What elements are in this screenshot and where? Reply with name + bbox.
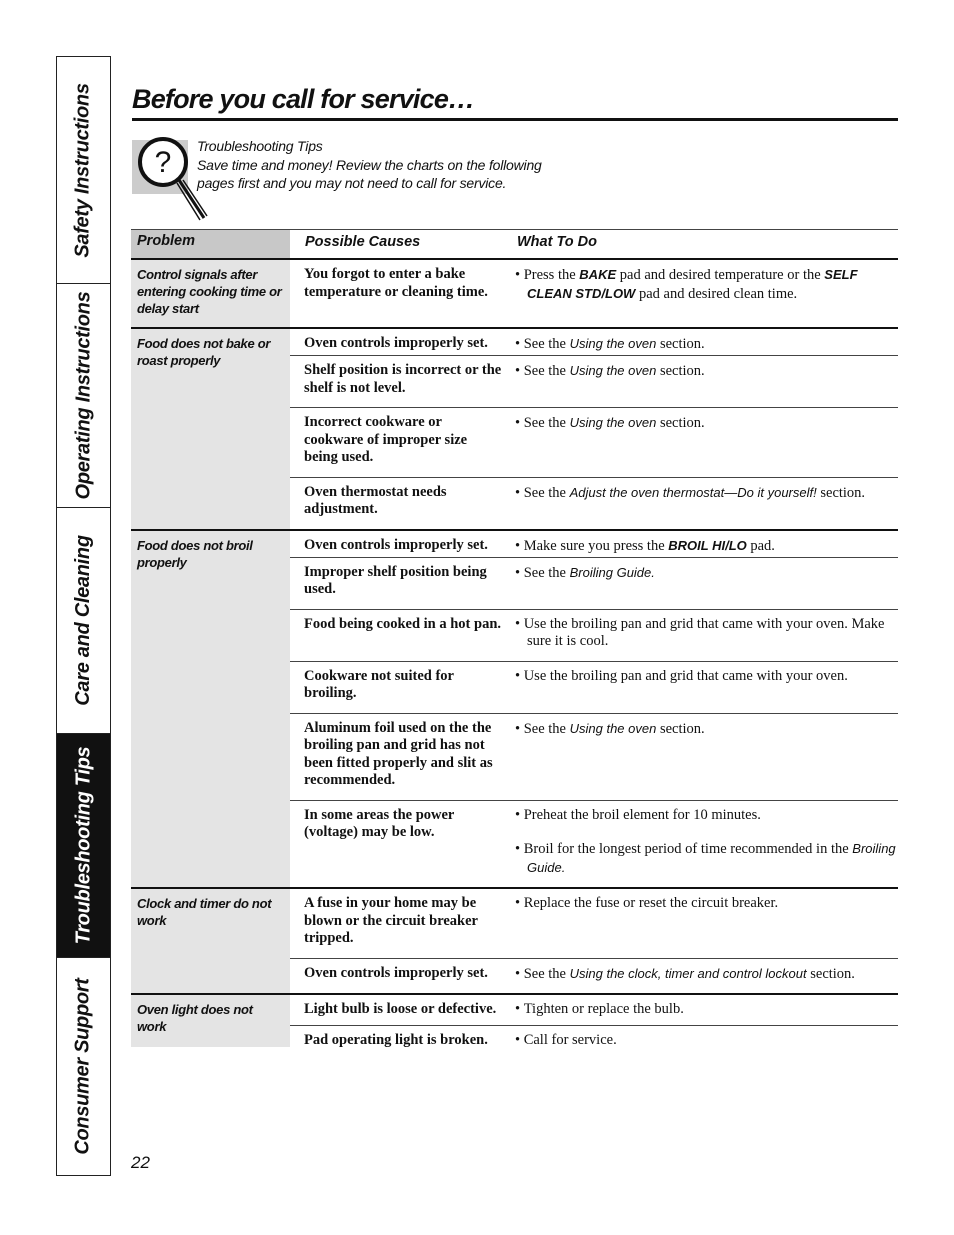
cause-text: A fuse in your home may be blown or the circuit breaker tripped. bbox=[304, 895, 478, 946]
problem-label: Food does not bake or roast properly bbox=[131, 329, 290, 529]
cause-text: Oven controls improperly set. bbox=[304, 335, 488, 351]
problem-group bbox=[131, 329, 898, 531]
table-row bbox=[290, 1025, 898, 1056]
tab-operating-instructions[interactable]: Operating Instructions bbox=[57, 283, 110, 507]
todo-text: • See the Using the oven section. bbox=[502, 414, 898, 467]
table-header bbox=[131, 229, 898, 260]
page-number: 22 bbox=[131, 1153, 150, 1172]
cause-text: Light bulb is loose or defective. bbox=[304, 1001, 497, 1017]
title-rule bbox=[132, 118, 898, 121]
cause-text: Oven thermostat needs adjustment. bbox=[304, 483, 447, 517]
todo-text: • See the Adjust the oven thermostat—Do it yourself! section. bbox=[502, 484, 898, 519]
todo-text: • See the Using the oven section. bbox=[502, 335, 898, 345]
table-row bbox=[290, 355, 898, 407]
table-row bbox=[290, 407, 898, 477]
todo-text: • Tighten or replace the bulb. bbox=[502, 1001, 898, 1019]
tab-troubleshooting-tips[interactable]: Troubleshooting Tips bbox=[57, 733, 110, 957]
todo-text: • Use the broiling pan and grid that came with your oven. Make sure it is cool. bbox=[502, 616, 898, 651]
todo-text: • See the Broiling Guide. bbox=[502, 564, 898, 599]
table-row bbox=[290, 609, 898, 661]
cause-text: Oven controls improperly set. bbox=[304, 964, 488, 981]
cause-text: In some areas the power (voltage) may be low. bbox=[304, 806, 455, 840]
troubleshooting-tips-text bbox=[197, 137, 597, 193]
tab-consumer-support[interactable]: Consumer Support bbox=[57, 957, 110, 1175]
cause-text: Pad operating light is broken. bbox=[304, 1031, 488, 1048]
header-what-to-do: What To Do bbox=[517, 234, 597, 250]
table-row bbox=[290, 958, 898, 994]
table-row bbox=[290, 661, 898, 713]
problem-group bbox=[131, 889, 898, 995]
tab-care-and-cleaning[interactable]: Care and Cleaning bbox=[57, 507, 110, 733]
table-row bbox=[290, 260, 898, 313]
tips-line-1: Save time and money! Review the charts on the following bbox=[197, 156, 542, 173]
todo-text: • See the Using the oven section. bbox=[502, 362, 898, 397]
table-row bbox=[290, 531, 898, 557]
cause-text: Oven controls improperly set. bbox=[304, 536, 488, 553]
header-possible-causes: Possible Causes bbox=[305, 234, 421, 250]
problem-group bbox=[131, 260, 898, 329]
cause-text: Improper shelf position being used. bbox=[304, 563, 487, 597]
cause-text: Food being cooked in a hot pan. bbox=[304, 615, 502, 632]
page-title: Before you call for service… bbox=[132, 84, 475, 114]
todo-text: • Preheat the broil element for 10 minutes. • Broil for the longest period of time recommended in the Broiling Guide. bbox=[502, 807, 898, 878]
problem-group bbox=[131, 531, 898, 890]
cause-text: Incorrect cookware or cookware of improper size being used. bbox=[304, 414, 468, 465]
table-row bbox=[290, 800, 898, 888]
problem-label: Oven light does not work bbox=[131, 995, 290, 1047]
problem-label: Clock and timer do not work bbox=[131, 889, 290, 993]
tips-line-2: pages first and you may not need to call for service. bbox=[197, 175, 507, 191]
table-row bbox=[290, 477, 898, 529]
problem-group bbox=[131, 995, 898, 1055]
tab-safety-instructions[interactable]: Safety Instructions bbox=[57, 57, 110, 283]
svg-text:?: ? bbox=[154, 146, 172, 179]
todo-text: • Call for service. bbox=[502, 1032, 898, 1050]
todo-text: • Make sure you press the BROIL HI/LO pad. bbox=[502, 537, 898, 547]
problem-label: Control signals after entering cooking time or delay start bbox=[131, 260, 290, 327]
table-row bbox=[290, 995, 898, 1025]
todo-text: • See the Using the oven section. bbox=[502, 720, 898, 790]
problem-label: Food does not broil properly bbox=[131, 531, 290, 888]
cause-text: Shelf position is incorrect or the shelf is not level. bbox=[304, 362, 502, 396]
table-row bbox=[290, 329, 898, 355]
table-row bbox=[290, 557, 898, 609]
todo-text: • Replace the fuse or reset the circuit breaker. bbox=[502, 895, 898, 948]
table-row bbox=[290, 889, 898, 958]
cause-text: You forgot to enter a bake temperature or cleaning time. bbox=[304, 266, 488, 300]
side-tabs bbox=[56, 56, 111, 1176]
tips-heading: Troubleshooting Tips bbox=[197, 138, 323, 154]
todo-text: • Use the broiling pan and grid that came with your oven. bbox=[502, 668, 898, 703]
table-row bbox=[290, 713, 898, 800]
todo-text: • See the Using the clock, timer and control lockout section. bbox=[502, 965, 898, 984]
header-problem: Problem bbox=[131, 230, 290, 258]
troubleshooting-table bbox=[131, 229, 898, 1055]
todo-text: • Press the BAKE pad and desired temperature or the SELF CLEAN STD/LOW pad and desired clean time. bbox=[502, 266, 898, 303]
cause-text: Aluminum foil used on the the broiling pan and grid has not been fitted properly and slit as recommended. bbox=[304, 719, 493, 788]
cause-text: Cookware not suited for broiling. bbox=[304, 667, 454, 701]
